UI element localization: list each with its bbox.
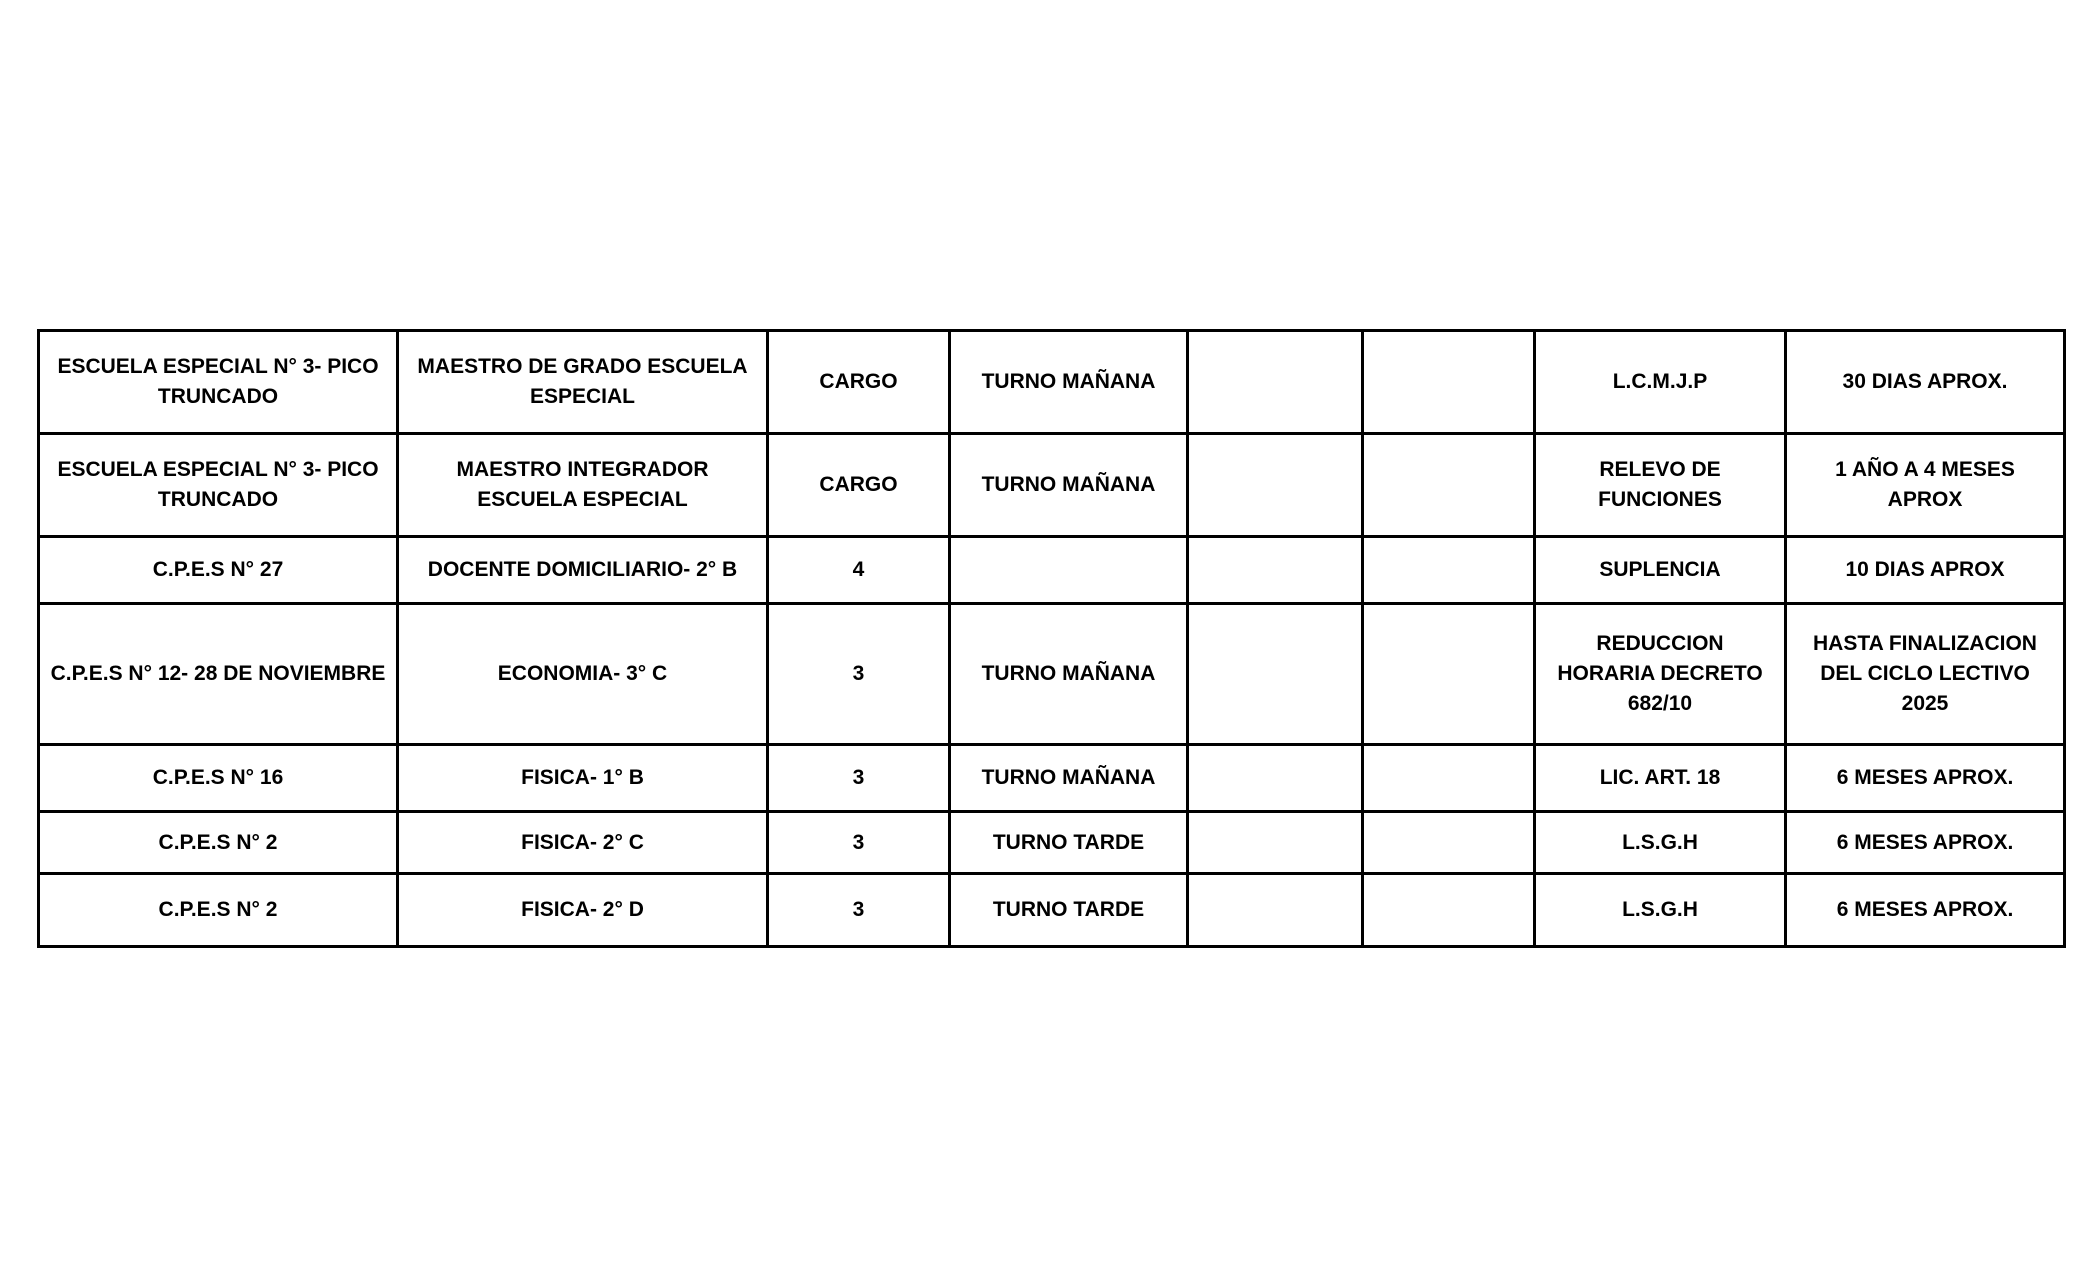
- empty-cell-6: [1363, 812, 1535, 874]
- school-cell: ESCUELA ESPECIAL N° 3- PICO TRUNCADO: [39, 434, 398, 537]
- table-row: [39, 331, 2065, 434]
- shift-cell: TURNO MAÑANA: [950, 331, 1188, 434]
- reason-cell: SUPLENCIA: [1535, 537, 1786, 604]
- table-row: [39, 537, 2065, 604]
- empty-cell-5: [1188, 331, 1363, 434]
- shift-cell: TURNO TARDE: [950, 812, 1188, 874]
- reason-cell: L.S.G.H: [1535, 812, 1786, 874]
- hours-cell: CARGO: [768, 331, 950, 434]
- document-sheet: [37, 329, 2063, 948]
- position-cell: MAESTRO DE GRADO ESCUELA ESPECIAL: [398, 331, 768, 434]
- shift-cell: TURNO MAÑANA: [950, 434, 1188, 537]
- empty-cell-6: [1363, 434, 1535, 537]
- hours-cell: 3: [768, 604, 950, 745]
- hours-cell: CARGO: [768, 434, 950, 537]
- duration-cell: 1 AÑO A 4 MESES APROX: [1786, 434, 2065, 537]
- reason-cell: L.C.M.J.P: [1535, 331, 1786, 434]
- empty-cell-5: [1188, 812, 1363, 874]
- school-cell: C.P.E.S N° 2: [39, 812, 398, 874]
- school-cell: C.P.E.S N° 27: [39, 537, 398, 604]
- position-cell: FISICA- 1° B: [398, 745, 768, 812]
- hours-cell: 3: [768, 745, 950, 812]
- empty-cell-6: [1363, 745, 1535, 812]
- position-cell: FISICA- 2° C: [398, 812, 768, 874]
- empty-cell-5: [1188, 604, 1363, 745]
- duration-cell: 30 DIAS APROX.: [1786, 331, 2065, 434]
- table-row: [39, 745, 2065, 812]
- reason-cell: RELEVO DE FUNCIONES: [1535, 434, 1786, 537]
- duration-cell: HASTA FINALIZACION DEL CICLO LECTIVO 2025: [1786, 604, 2065, 745]
- duration-cell: 10 DIAS APROX: [1786, 537, 2065, 604]
- duration-cell: 6 MESES APROX.: [1786, 874, 2065, 947]
- table-row: [39, 604, 2065, 745]
- school-cell: ESCUELA ESPECIAL N° 3- PICO TRUNCADO: [39, 331, 398, 434]
- empty-cell-5: [1188, 874, 1363, 947]
- empty-cell-6: [1363, 331, 1535, 434]
- empty-cell-6: [1363, 604, 1535, 745]
- hours-cell: 4: [768, 537, 950, 604]
- position-cell: MAESTRO INTEGRADOR ESCUELA ESPECIAL: [398, 434, 768, 537]
- shift-cell: TURNO TARDE: [950, 874, 1188, 947]
- empty-cell-5: [1188, 434, 1363, 537]
- shift-cell: TURNO MAÑANA: [950, 604, 1188, 745]
- shift-cell: TURNO MAÑANA: [950, 745, 1188, 812]
- hours-cell: 3: [768, 812, 950, 874]
- reason-cell: REDUCCION HORARIA DECRETO 682/10: [1535, 604, 1786, 745]
- school-cell: C.P.E.S N° 2: [39, 874, 398, 947]
- duration-cell: 6 MESES APROX.: [1786, 812, 2065, 874]
- school-cell: C.P.E.S N° 16: [39, 745, 398, 812]
- hours-cell: 3: [768, 874, 950, 947]
- duration-cell: 6 MESES APROX.: [1786, 745, 2065, 812]
- empty-cell-6: [1363, 874, 1535, 947]
- empty-cell-5: [1188, 745, 1363, 812]
- shift-cell: [950, 537, 1188, 604]
- table-row: [39, 434, 2065, 537]
- reason-cell: LIC. ART. 18: [1535, 745, 1786, 812]
- position-cell: FISICA- 2° D: [398, 874, 768, 947]
- empty-cell-5: [1188, 537, 1363, 604]
- empty-cell-6: [1363, 537, 1535, 604]
- position-cell: DOCENTE DOMICILIARIO- 2° B: [398, 537, 768, 604]
- school-cell: C.P.E.S N° 12- 28 DE NOVIEMBRE: [39, 604, 398, 745]
- table-row: [39, 812, 2065, 874]
- table-row: [39, 874, 2065, 947]
- reason-cell: L.S.G.H: [1535, 874, 1786, 947]
- vacancy-table: [37, 329, 2066, 948]
- position-cell: ECONOMIA- 3° C: [398, 604, 768, 745]
